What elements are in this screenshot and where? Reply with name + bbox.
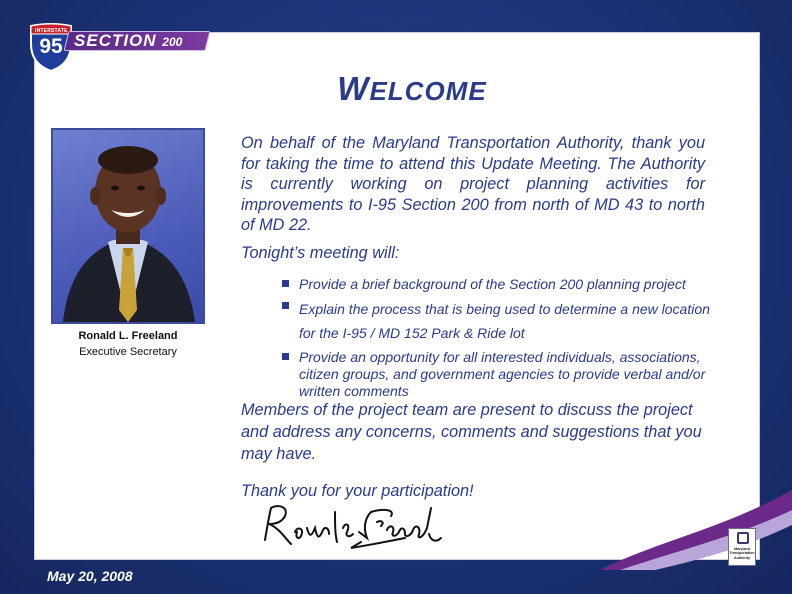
intro-paragraph: On behalf of the Maryland Transportation Authority, thank you for taking the time to attend this Update Meeting. The Authority is currently working on project planning activities for improvements to I-95 Section 200 from north of MD 43 to north of MD 22.: [241, 134, 705, 234]
list-item: [282, 297, 712, 345]
mdta-line-2: Transportation: [729, 551, 755, 556]
section-banner-text: [74, 31, 204, 51]
bullet-text: Provide a brief background of the Section 200 planning project: [299, 276, 686, 292]
bullet-square-icon: [282, 280, 289, 287]
mdta-line-1: Maryland: [734, 547, 750, 551]
mdta-logo-text: [729, 547, 755, 560]
members-paragraph: Members of the project team are present to discuss the project and address any concerns, comments and suggestions that you may have.: [241, 401, 702, 463]
banner-word: SECTION: [74, 31, 157, 50]
person-portrait-icon: [53, 130, 203, 322]
tonight-heading: Tonight’s meeting will:: [241, 244, 400, 262]
signature-icon: [255, 498, 445, 553]
mdta-logo-icon: [728, 528, 756, 566]
portrait-photo: [51, 128, 205, 324]
bullet-text: Provide an opportunity for all interested individuals, associations, citizen groups, and government agencies to provide verbal and/or written comments: [299, 349, 706, 399]
list-item: [282, 349, 712, 400]
bullet-square-icon: [282, 353, 289, 360]
banner-number: 200: [162, 35, 183, 49]
meeting-date: May 20, 2008: [47, 568, 133, 584]
photo-caption-name: Ronald L. Freeland: [78, 330, 178, 342]
i95-section-200-logo: [26, 22, 216, 72]
mdta-emblem-icon: [737, 532, 749, 544]
shield-number: 95: [39, 35, 63, 58]
title-rest: ELCOME: [369, 76, 487, 106]
thanks-paragraph: Thank you for your participation!: [241, 482, 474, 500]
photo-caption-role: Executive Secretary: [79, 346, 177, 358]
shield-label: INTERSTATE: [35, 28, 68, 34]
page-title: [34, 70, 790, 108]
title-initial: W: [337, 70, 370, 107]
mdta-line-3: Authority: [734, 555, 750, 560]
bullet-square-icon: [282, 302, 289, 309]
list-item: [282, 276, 712, 293]
agenda-bullet-list: [282, 276, 712, 404]
bullet-text: Explain the process that is being used to determine a new location for the I-95 / MD 152 Park & Ride lot: [299, 301, 710, 341]
